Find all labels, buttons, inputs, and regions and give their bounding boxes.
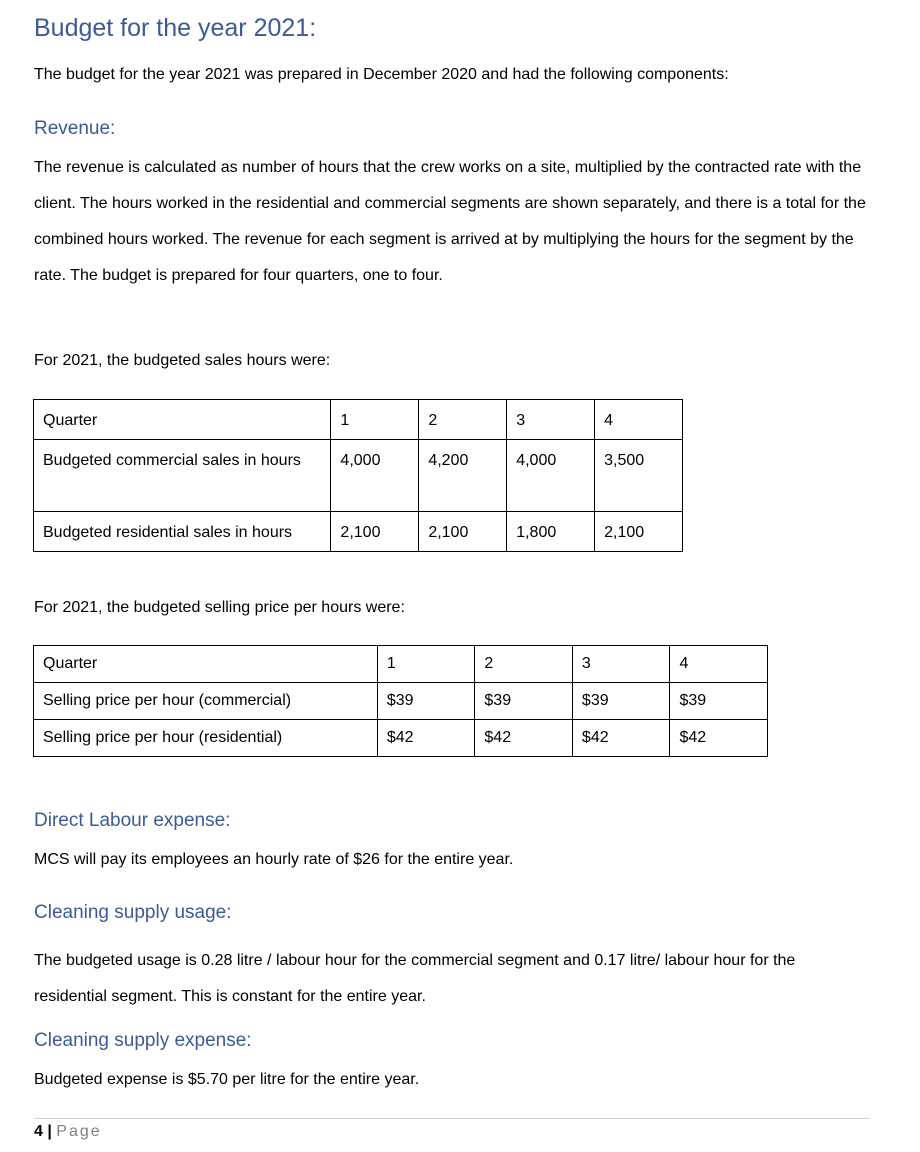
- table-cell: $39: [572, 683, 670, 720]
- table-cell: Budgeted residential sales in hours: [34, 512, 331, 552]
- table-cell: 2,100: [419, 512, 507, 552]
- table-row: [34, 720, 768, 757]
- page-footer: [34, 1123, 102, 1141]
- table-cell: 3: [507, 400, 595, 440]
- table-cell: 4,200: [419, 440, 507, 512]
- table-cell: 2,100: [331, 512, 419, 552]
- table-cell: 1: [377, 646, 475, 683]
- table-cell: 2: [419, 400, 507, 440]
- price-table-caption: For 2021, the budgeted selling price per hours were:: [34, 599, 405, 616]
- hours-table-caption: For 2021, the budgeted sales hours were:: [34, 352, 331, 369]
- table-cell: 2: [475, 646, 573, 683]
- table-cell: 4: [595, 400, 683, 440]
- page-label: Page: [56, 1123, 102, 1140]
- table-cell: 3: [572, 646, 670, 683]
- price-table: [33, 645, 768, 757]
- supply-expense-paragraph: Budgeted expense is $5.70 per litre for the entire year.: [34, 1071, 420, 1088]
- supply-usage-heading: Cleaning supply usage:: [34, 902, 232, 923]
- table-header-row: [34, 400, 683, 440]
- table-cell: 4: [670, 646, 768, 683]
- page-title: Budget for the year 2021:: [34, 14, 317, 42]
- table-cell: $42: [670, 720, 768, 757]
- table-cell: $42: [572, 720, 670, 757]
- table-row: [34, 440, 683, 512]
- table-cell: $39: [377, 683, 475, 720]
- table-cell: 2,100: [595, 512, 683, 552]
- direct-labour-heading: Direct Labour expense:: [34, 810, 231, 831]
- hours-table: [33, 399, 683, 552]
- table-cell: 4,000: [331, 440, 419, 512]
- table-cell: Quarter: [34, 646, 378, 683]
- direct-labour-paragraph: MCS will pay its employees an hourly rate of $26 for the entire year.: [34, 851, 514, 868]
- supply-usage-paragraph: The budgeted usage is 0.28 litre / labour hour for the commercial segment and 0.17 litre/ labour hour for the residential segment. This is constant for the entire year.: [34, 952, 796, 1005]
- table-cell: Selling price per hour (commercial): [34, 683, 378, 720]
- table-row: [34, 683, 768, 720]
- revenue-heading: Revenue:: [34, 118, 116, 139]
- table-cell: Quarter: [34, 400, 331, 440]
- table-row: [34, 512, 683, 552]
- table-cell: $39: [475, 683, 573, 720]
- footer-separator: |: [47, 1123, 52, 1140]
- supply-expense-heading: Cleaning supply expense:: [34, 1030, 252, 1051]
- footer-divider: [34, 1118, 870, 1119]
- intro-paragraph: The budget for the year 2021 was prepared in December 2020 and had the following components:: [34, 66, 729, 83]
- table-cell: 3,500: [595, 440, 683, 512]
- table-cell: $39: [670, 683, 768, 720]
- table-cell: 1,800: [507, 512, 595, 552]
- table-cell: $42: [377, 720, 475, 757]
- revenue-paragraph: The revenue is calculated as number of hours that the crew works on a site, multiplied by the contracted rate with the client. The hours worked in the residential and commercial segments are shown separately, and there is a total for the combined hours worked. The revenue for each segment is arrived at by multiplying the hours for the segment by the rate. The budget is prepared for four quarters, one to four.: [34, 159, 866, 284]
- table-cell: Budgeted commercial sales in hours: [34, 440, 331, 512]
- table-cell: Selling price per hour (residential): [34, 720, 378, 757]
- table-cell: 4,000: [507, 440, 595, 512]
- table-cell: $42: [475, 720, 573, 757]
- table-header-row: [34, 646, 768, 683]
- page-number: 4: [34, 1123, 43, 1140]
- table-cell: 1: [331, 400, 419, 440]
